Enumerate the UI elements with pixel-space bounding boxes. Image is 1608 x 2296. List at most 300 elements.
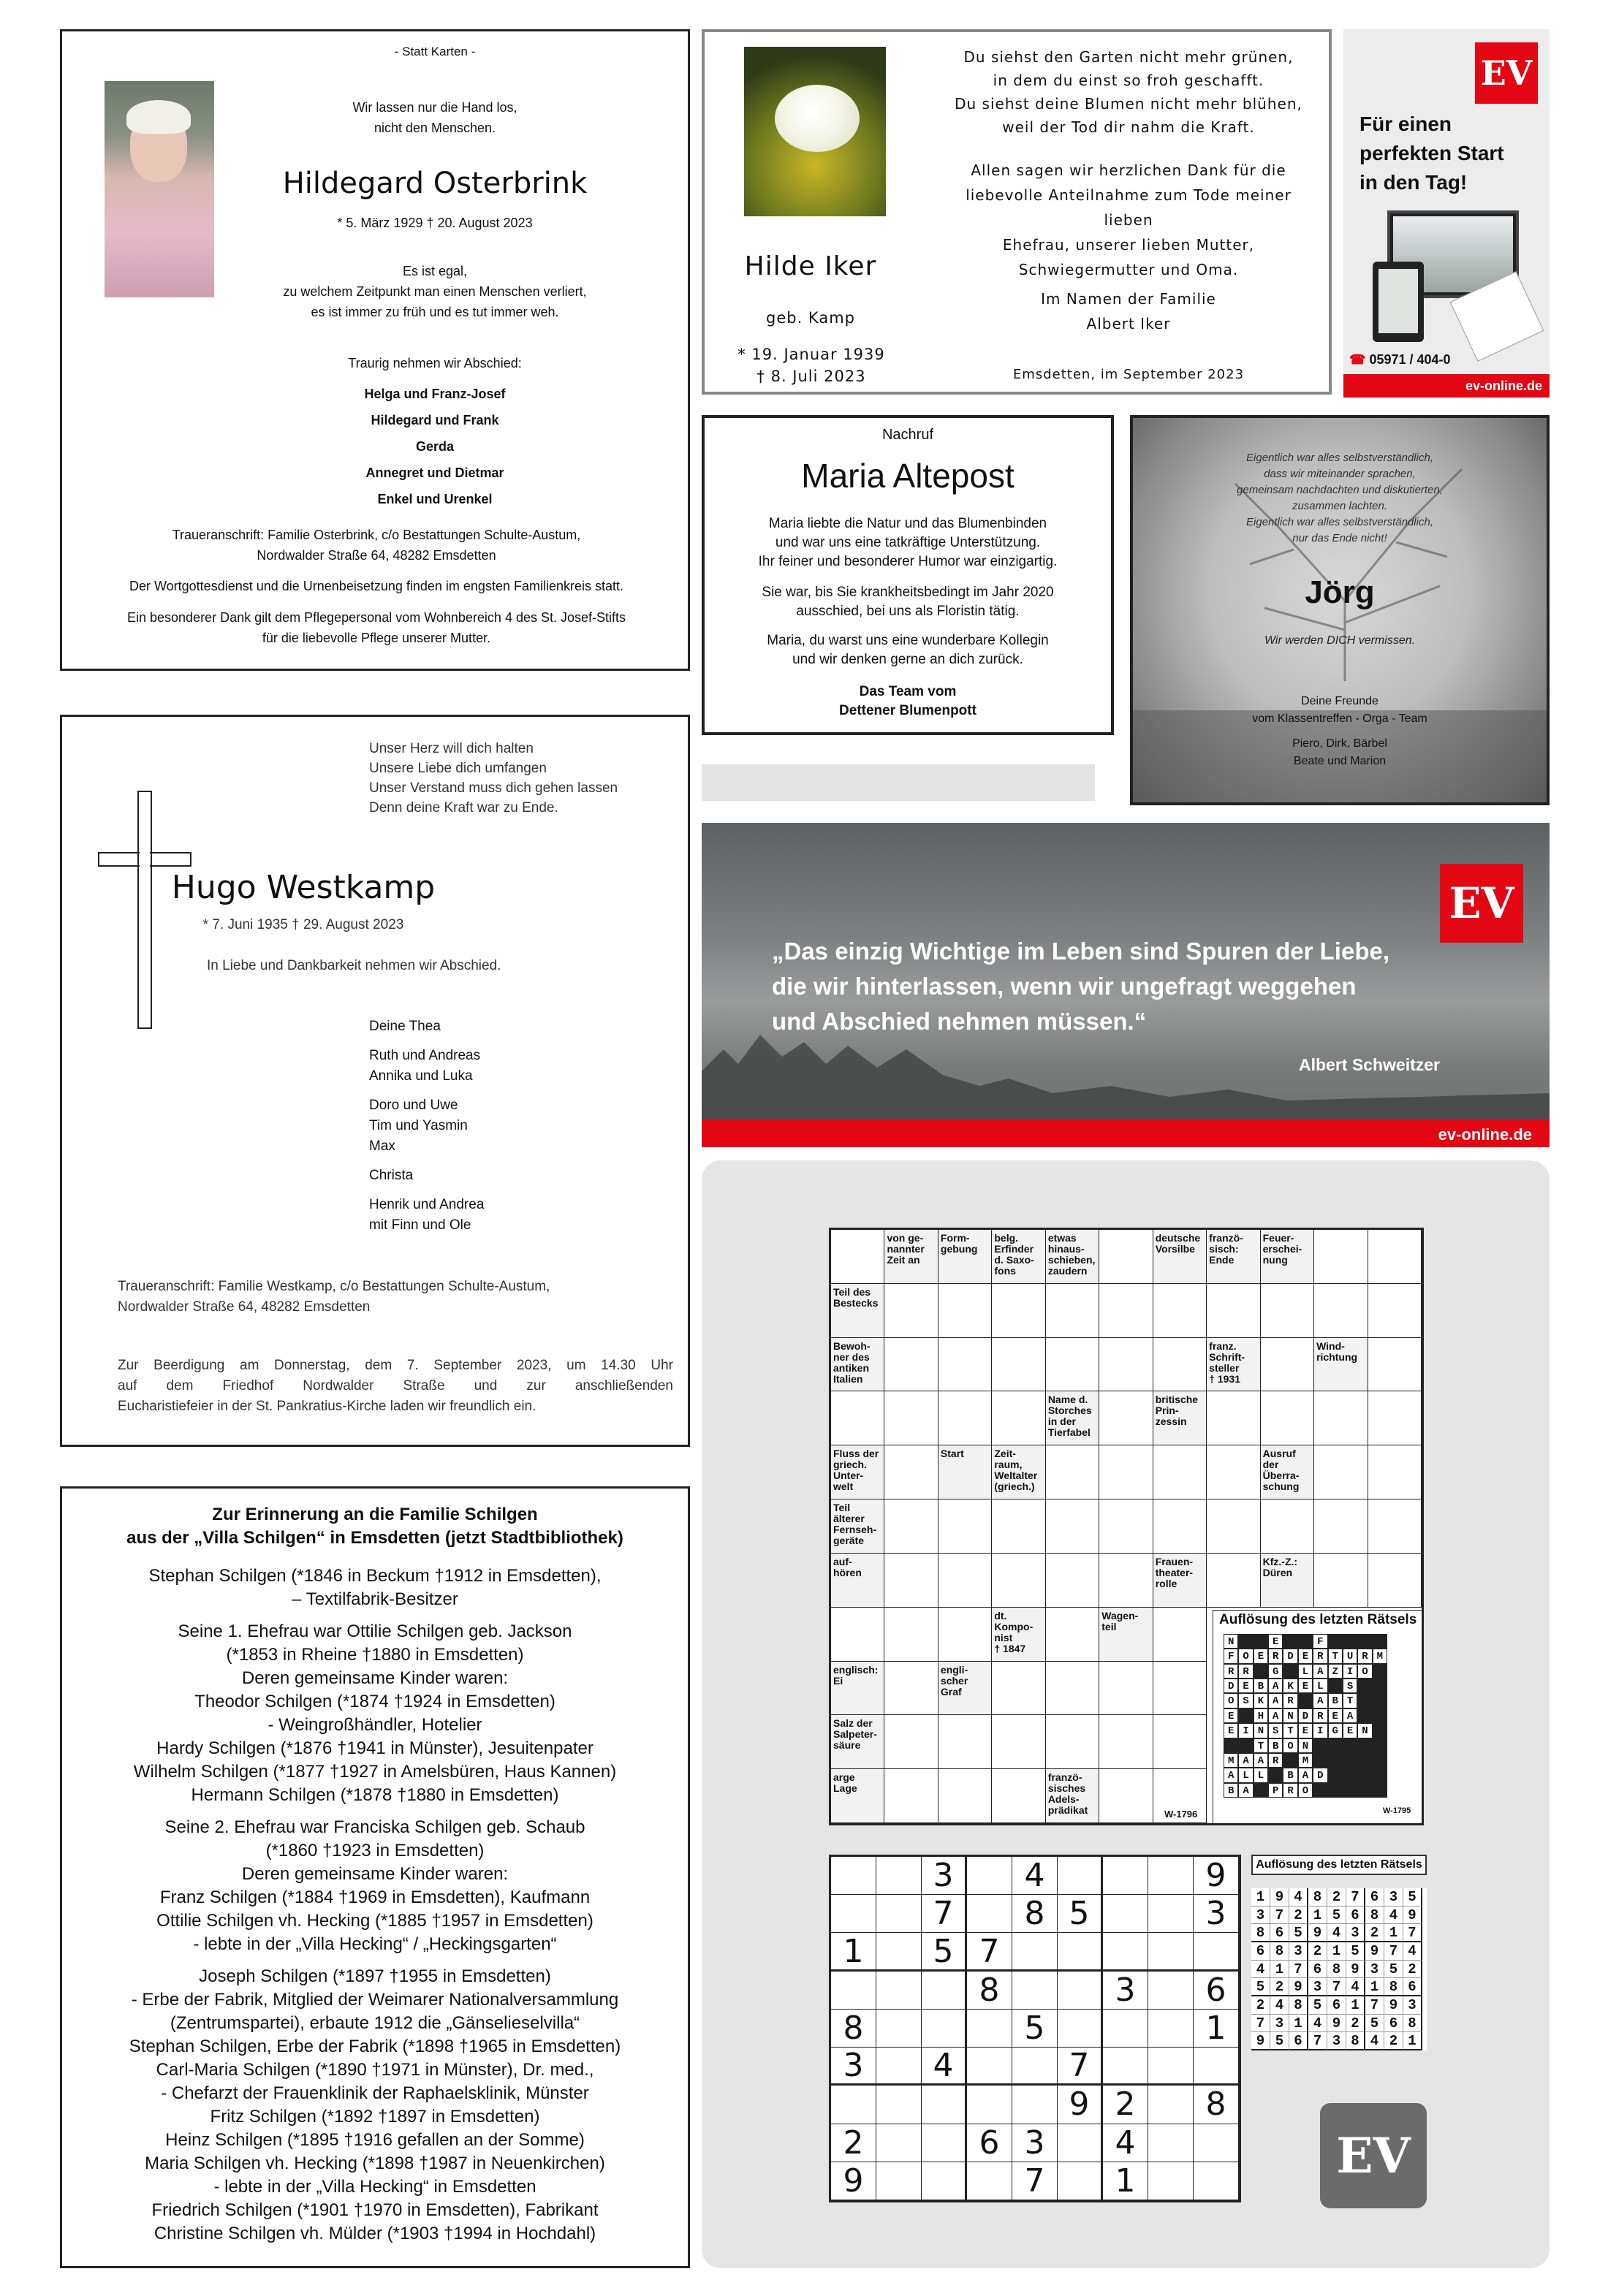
sudoku-grid[interactable] (831, 1857, 1239, 2200)
sudoku-cell[interactable] (1194, 1933, 1239, 1971)
answer-cell[interactable] (938, 1608, 992, 1662)
sudoku-cell[interactable] (1058, 1933, 1103, 1971)
ad-headline (1359, 110, 1542, 197)
solution-cell: 2 (1270, 1978, 1289, 1996)
sudoku-cell[interactable] (1148, 2010, 1194, 2048)
sudoku-cell: 7 (922, 1895, 967, 1933)
solution-cell: 8 (1346, 2032, 1365, 2050)
sudoku-cell[interactable] (1012, 2048, 1058, 2086)
solution-cell: 5 (1251, 1978, 1270, 1996)
solution-cell: R (1357, 1649, 1372, 1663)
clue-cell: britische Prin- zessin (1153, 1391, 1207, 1445)
sudoku-cell[interactable] (922, 2124, 967, 2162)
solution-cell (1357, 1708, 1372, 1723)
answer-cell[interactable] (1314, 1499, 1368, 1554)
answer-cell[interactable] (1207, 1445, 1260, 1499)
clue-cell: Form- gebung (938, 1230, 992, 1284)
solution-cell: S (1268, 1723, 1283, 1738)
answer-cell[interactable] (1314, 1284, 1368, 1338)
sudoku-cell[interactable] (1103, 2048, 1148, 2086)
answer-cell[interactable] (1153, 1499, 1207, 1554)
solution-cell: 9 (1327, 2015, 1346, 2033)
poem (369, 739, 676, 818)
answer-cell[interactable] (938, 1284, 992, 1338)
history-line: Heinz Schilgen (*1895 †1916 gefallen an der Somme) (165, 2130, 585, 2150)
answer-cell[interactable] (938, 1391, 992, 1445)
solution-cell: L (1254, 1768, 1268, 1782)
answer-cell[interactable] (992, 1769, 1045, 1823)
answer-cell[interactable] (884, 1284, 938, 1338)
answer-cell[interactable] (1207, 1284, 1260, 1338)
solution-cell: 4 (1384, 1907, 1403, 1925)
poem-line: Du siehst deine Blumen nicht mehr blühen, (955, 95, 1302, 113)
solution-cell (1298, 1693, 1313, 1708)
solution-cell (1328, 1679, 1343, 1693)
deceased-name: Hugo Westkamp (171, 869, 436, 906)
sudoku-cell[interactable] (1058, 1972, 1103, 2010)
sudoku-cell[interactable] (922, 1972, 967, 2010)
sudoku-cell[interactable] (1148, 1857, 1194, 1895)
solution-cell (1343, 1634, 1357, 1649)
sudoku-cell[interactable] (876, 2086, 922, 2124)
sudoku-cell: 9 (1194, 1857, 1239, 1895)
solution-cell: T (1254, 1738, 1268, 1753)
answer-cell[interactable] (1153, 1284, 1207, 1338)
answer-cell[interactable] (1314, 1230, 1368, 1284)
solution-cell: 2 (1251, 1996, 1270, 2015)
solution-cell (1328, 1738, 1343, 1753)
ad-url-bar[interactable]: ev-online.de (702, 1120, 1550, 1147)
solution-cell: 3 (1327, 2032, 1346, 2050)
clue-cell: arge Lage (831, 1769, 884, 1823)
answer-cell[interactable] (1046, 1662, 1099, 1716)
history-line: Joseph Schilgen (*1897 †1955 in Emsdetten) (199, 1966, 551, 1986)
sudoku-cell: 8 (1012, 1895, 1058, 1933)
history-block (62, 1816, 688, 1956)
funeral-line: auf dem Friedhof Nordwalder Straße und zur anschließenden (118, 1378, 673, 1394)
ev-quote-ad[interactable] (702, 823, 1550, 1147)
clue-cell: von ge- nannter Zeit an (884, 1230, 938, 1284)
answer-cell[interactable] (992, 1391, 1045, 1445)
history-line: Seine 2. Ehefrau war Franciska Schilgen geb. Schaub (164, 1817, 585, 1837)
sudoku-cell[interactable] (1103, 1933, 1148, 1971)
rose-photo (744, 47, 886, 216)
sudoku-cell[interactable] (1058, 2124, 1103, 2162)
sudoku-cell: 9 (831, 2162, 876, 2200)
sudoku-cell[interactable] (922, 2162, 967, 2200)
clue-cell: englisch: Ei (831, 1662, 884, 1716)
solution-cell: T (1328, 1649, 1343, 1663)
history-line: Hardy Schilgen (*1876 †1941 in Münster), Jesuitenpater (156, 1738, 593, 1758)
sudoku-cell[interactable] (967, 2010, 1012, 2048)
answer-cell[interactable] (1368, 1338, 1422, 1392)
sudoku-cell[interactable] (876, 2048, 922, 2086)
thanks-line: liebevolle Anteilnahme zum Tode meiner lieben (966, 186, 1292, 229)
answer-cell[interactable] (831, 1608, 884, 1662)
solution-cell: 4 (1289, 1888, 1308, 1907)
family-member: Annika und Luka (369, 1068, 473, 1084)
solution-cell (1373, 1664, 1387, 1679)
solution-cell: 5 (1289, 1924, 1308, 1942)
solution-cell: L (1238, 1768, 1253, 1782)
sudoku-cell[interactable] (1058, 2010, 1103, 2048)
sudoku-cell: 2 (1103, 2086, 1148, 2124)
answer-cell[interactable] (1368, 1284, 1422, 1338)
sudoku-cell[interactable] (1148, 1895, 1194, 1933)
quote-line: „Das einzig Wichtige im Leben sind Spuren der Liebe, (772, 938, 1390, 965)
sudoku-cell[interactable] (1012, 1972, 1058, 2010)
solution-cell: 1 (1365, 1978, 1384, 1996)
sudoku-cell[interactable] (876, 1933, 922, 1971)
solution-cell: 9 (1346, 1961, 1365, 1979)
solution-cell: 3 (1346, 1924, 1365, 1942)
sudoku-cell[interactable] (876, 1972, 922, 2010)
solution-cell: 2 (1308, 1942, 1327, 1961)
funeral-line: Eucharistiefeier in der St. Pankratius-Kirche laden wir freundlich ein. (118, 1399, 536, 1414)
miss-line: Wir werden DICH vermissen. (1264, 634, 1416, 647)
answer-cell[interactable] (831, 1230, 884, 1284)
answer-cell[interactable] (1207, 1554, 1260, 1608)
solution-cell (1357, 1768, 1372, 1782)
answer-cell[interactable] (938, 1715, 992, 1769)
family-list (281, 381, 588, 512)
sudoku[interactable] (829, 1855, 1241, 2202)
text-line: Maria liebte die Natur und das Blumenbinden (768, 516, 1047, 531)
answer-cell[interactable] (884, 1338, 938, 1392)
solution-cell: M (1373, 1649, 1387, 1663)
answer-cell[interactable] (1099, 1499, 1153, 1554)
portrait-photo (105, 81, 214, 297)
answer-cell[interactable] (938, 1554, 992, 1608)
history-line: Deren gemeinsame Kinder waren: (241, 1668, 509, 1688)
history-text (62, 1565, 688, 2246)
answer-cell[interactable] (938, 1499, 992, 1554)
answer-cell[interactable] (1153, 1338, 1207, 1392)
sudoku-cell[interactable] (967, 2048, 1012, 2086)
answer-cell[interactable] (1368, 1230, 1422, 1284)
solution-cell: 9 (1289, 1978, 1308, 1996)
solution-cell: 5 (1270, 2032, 1289, 2050)
title-line: aus der „Villa Schilgen“ in Emsdetten (jetzt Stadtbibliothek) (126, 1528, 623, 1548)
sudoku-cell[interactable] (1194, 2162, 1239, 2200)
solution-cell: 4 (1308, 2015, 1327, 2033)
sudoku-cell[interactable] (1148, 2162, 1194, 2200)
solution-cell: 4 (1365, 2032, 1384, 2050)
solution-cell: 8 (1365, 1907, 1384, 1925)
poem-line: in dem du einst so froh geschafft. (993, 72, 1264, 89)
solution-cell: 9 (1384, 1996, 1403, 2015)
family-group (369, 1095, 661, 1157)
answer-cell[interactable] (1207, 1391, 1260, 1445)
solution-cell (1238, 1634, 1253, 1649)
ev-ad-start[interactable] (1343, 29, 1550, 398)
sudoku-cell[interactable] (831, 1857, 876, 1895)
quote-line: Es ist egal, (402, 264, 468, 278)
solution-cell: T (1283, 1723, 1297, 1738)
solution-cell: 5 (1365, 2015, 1384, 2033)
solution-cell: 4 (1251, 1961, 1270, 1979)
sudoku-cell[interactable] (1194, 2048, 1239, 2086)
phone-text: 05971 / 404-0 (1369, 352, 1451, 367)
sudoku-cell[interactable] (876, 1895, 922, 1933)
answer-cell[interactable] (1368, 1554, 1422, 1608)
answer-cell[interactable] (1046, 1338, 1099, 1392)
solution-cell: S (1238, 1693, 1253, 1708)
family-member: Annegret und Dietmar (365, 465, 504, 480)
answer-cell[interactable] (1368, 1499, 1422, 1554)
answer-cell[interactable] (1046, 1554, 1099, 1608)
sudoku-cell[interactable] (1148, 2124, 1194, 2162)
solution-cell: R (1313, 1649, 1327, 1663)
solution-cell: 5 (1327, 1907, 1346, 1925)
answer-cell[interactable] (1261, 1499, 1314, 1554)
family-member: mit Finn und Ole (369, 1217, 471, 1233)
answer-cell[interactable] (831, 1391, 884, 1445)
solution-cell: 4 (1346, 1978, 1365, 1996)
answer-cell[interactable] (1046, 1284, 1099, 1338)
solution-cell: O (1283, 1738, 1297, 1753)
solution-cell (1343, 1753, 1357, 1768)
sudoku-cell[interactable] (876, 2124, 922, 2162)
quote-line: und Abschied nehmen müssen.“ (772, 1008, 1147, 1035)
answer-cell[interactable] (1153, 1608, 1207, 1662)
title (62, 1503, 688, 1550)
family-list (369, 1016, 661, 1236)
solution-cell: F (1313, 1634, 1327, 1649)
answer-cell[interactable] (884, 1499, 938, 1554)
solution-cell: 8 (1403, 2015, 1422, 2033)
text-line: Ihr feiner und besonderer Humor war einzigartig. (758, 554, 1058, 569)
header-label: Nachruf (881, 427, 934, 443)
answer-cell[interactable] (1099, 1230, 1153, 1284)
solution-cell: N (1298, 1738, 1313, 1753)
solution-cell: T (1343, 1693, 1357, 1708)
answer-cell[interactable] (1099, 1554, 1153, 1608)
answer-cell[interactable] (992, 1662, 1045, 1716)
quote-2 (245, 261, 625, 322)
sudoku-cell[interactable] (1194, 2124, 1239, 2162)
sudoku-cell[interactable] (1148, 2086, 1194, 2124)
answer-cell[interactable] (938, 1338, 992, 1392)
death-date: † 8. Juli 2023 (756, 368, 866, 385)
solution-cell: 5 (1308, 1996, 1327, 2015)
solution-cell: 8 (1289, 1996, 1308, 2015)
clue-cell: Ausruf der Überra- schung (1261, 1445, 1314, 1499)
answer-cell[interactable] (1046, 1445, 1099, 1499)
answer-cell[interactable] (1099, 1391, 1153, 1445)
answer-cell[interactable] (1314, 1445, 1368, 1499)
solution-cell: 1 (1403, 2032, 1422, 2050)
sudoku-cell: 3 (831, 2048, 876, 2086)
obituary-westkamp (60, 715, 690, 1447)
solution-cell: N (1357, 1723, 1372, 1738)
sudoku-cell[interactable] (1148, 1972, 1194, 2010)
solution-cell: A (1298, 1768, 1313, 1782)
solution-cell (1373, 1723, 1387, 1738)
answer-cell[interactable] (992, 1338, 1045, 1392)
solution-cell: G (1328, 1723, 1343, 1738)
ad-url-bar[interactable]: ev-online.de (1343, 374, 1550, 398)
answer-cell[interactable] (1153, 1715, 1207, 1769)
sudoku-cell: 3 (1012, 2124, 1058, 2162)
sudoku-cell: 4 (1012, 1857, 1058, 1895)
answer-cell[interactable] (1099, 1284, 1153, 1338)
solution-cell: 1 (1270, 1961, 1289, 1979)
sudoku-cell[interactable] (967, 2086, 1012, 2124)
answer-cell[interactable] (1261, 1338, 1314, 1392)
answer-cell[interactable] (992, 1715, 1045, 1769)
solution-cell: L (1313, 1679, 1327, 1693)
text-line: ausschied, bei uns als Floristin tätig. (796, 604, 1020, 619)
solution-cell: A (1224, 1768, 1238, 1782)
crossword[interactable] (829, 1228, 1424, 1825)
sudoku-cell[interactable] (1148, 2048, 1194, 2086)
answer-cell[interactable] (992, 1554, 1045, 1608)
solution-cell: U (1343, 1649, 1357, 1663)
family-member: Henrik und Andrea (369, 1197, 485, 1212)
sudoku-cell[interactable] (1148, 1933, 1194, 1971)
answer-cell[interactable] (1368, 1445, 1422, 1499)
answer-cell[interactable] (1046, 1715, 1099, 1769)
sudoku-cell: 4 (922, 2048, 967, 2086)
solution-cell: D (1224, 1679, 1238, 1693)
history-line: (Zentrumspartei), erbaute 1912 die „Gänselieselvilla“ (170, 2013, 580, 2033)
solution-cell (1283, 1664, 1297, 1679)
sudoku-cell: 1 (1194, 2010, 1239, 2048)
solution-cell: 6 (1403, 1978, 1422, 1996)
sudoku-cell[interactable] (1103, 1857, 1148, 1895)
history-line: Christine Schilgen vh. Mülder (*1903 †1994 in Hochdahl) (153, 2224, 596, 2243)
solution-cell (1254, 1664, 1268, 1679)
sudoku-cell[interactable] (1103, 1895, 1148, 1933)
solution-cell (1343, 1783, 1357, 1798)
answer-cell[interactable] (992, 1499, 1045, 1554)
address (77, 525, 676, 566)
sudoku-cell[interactable] (831, 1895, 876, 1933)
solution-cell: O (1298, 1783, 1313, 1798)
solution-grid (1224, 1634, 1387, 1798)
sudoku-cell: 5 (922, 1933, 967, 1971)
sudoku-cell[interactable] (1058, 2162, 1103, 2200)
clue-cell: Start (938, 1445, 992, 1499)
quote-line: zu welchem Zeitpunkt man einen Menschen verliert, (283, 284, 587, 299)
answer-cell[interactable] (1099, 1662, 1153, 1716)
answer-cell[interactable] (1314, 1554, 1368, 1608)
clue-cell: franzö- sisch: Ende (1207, 1230, 1260, 1284)
answer-cell[interactable] (1314, 1391, 1368, 1445)
sudoku-cell[interactable] (876, 2162, 922, 2200)
obituary-joerg (1130, 415, 1550, 805)
sudoku-cell[interactable] (922, 2086, 967, 2124)
thanks-line: für die liebevolle Pflege unserer Mutter. (262, 631, 491, 645)
sudoku-cell: 6 (1194, 1972, 1239, 2010)
life-dates: * 7. Juni 1935 † 29. August 2023 (202, 917, 404, 932)
answer-cell[interactable] (884, 1662, 938, 1716)
solution-cell: 3 (1308, 1978, 1327, 1996)
answer-cell[interactable] (1099, 1769, 1153, 1823)
sudoku-cell[interactable] (967, 1857, 1012, 1895)
solution-cell: E (1238, 1679, 1253, 1693)
answer-cell[interactable] (884, 1445, 938, 1499)
solution-cell: I (1343, 1664, 1357, 1679)
history-line: Carl-Maria Schilgen (*1890 †1971 in Münster), Dr. med., (156, 2060, 594, 2080)
quote (1148, 450, 1532, 547)
sudoku-cell[interactable] (967, 1895, 1012, 1933)
solution-cell: B (1254, 1679, 1268, 1693)
sudoku-cell[interactable] (1103, 2010, 1148, 2048)
sudoku-cell[interactable] (1012, 1933, 1058, 1971)
answer-cell[interactable] (1261, 1284, 1314, 1338)
deceased-name: Hilde Iker (744, 251, 877, 281)
solution-cell: 7 (1270, 1907, 1289, 1925)
answer-cell[interactable] (1368, 1391, 1422, 1445)
sudoku-cell[interactable] (876, 1857, 922, 1895)
solution-cell: 2 (1365, 1924, 1384, 1942)
clue-cell: Salz der Salpeter- säure (831, 1715, 884, 1769)
answer-cell[interactable] (884, 1715, 938, 1769)
sudoku-cell[interactable] (831, 1972, 876, 2010)
solution-cell: E (1298, 1679, 1313, 1693)
address-line: Nordwalder Straße 64, 48282 Emsdetten (257, 548, 496, 563)
answer-cell[interactable] (1099, 1715, 1153, 1769)
answer-cell[interactable] (1153, 1662, 1207, 1716)
answer-cell[interactable] (884, 1608, 938, 1662)
family-member: Helga und Franz-Josef (364, 387, 506, 401)
solution-cell: 2 (1403, 1961, 1422, 1979)
answer-cell[interactable] (884, 1769, 938, 1823)
sudoku-cell[interactable] (922, 2010, 967, 2048)
solution-cell: D (1283, 1649, 1297, 1663)
answer-cell[interactable] (1046, 1608, 1099, 1662)
sudoku-cell[interactable] (1012, 2086, 1058, 2124)
sudoku-cell: 3 (922, 1857, 967, 1895)
sudoku-cell[interactable] (876, 2010, 922, 2048)
gray-strip (702, 764, 1095, 801)
answer-cell[interactable] (938, 1769, 992, 1823)
solution-cell: A (1238, 1783, 1253, 1798)
solution-cell: 6 (1327, 1996, 1346, 2015)
solution-cell: 6 (1365, 1888, 1384, 1907)
sudoku-cell[interactable] (1058, 1857, 1103, 1895)
answer-cell[interactable] (1099, 1445, 1153, 1499)
answer-cell[interactable] (1261, 1391, 1314, 1445)
answer-cell[interactable] (884, 1391, 938, 1445)
deceased-name: Maria Altepost (801, 457, 1015, 495)
sudoku-cell: 1 (1103, 2162, 1148, 2200)
history-line: - Weingroßhändler, Hotelier (268, 1715, 482, 1735)
solution-title: Auflösung des letzten Rätsels (1219, 1612, 1417, 1627)
sudoku-cell[interactable] (831, 2086, 876, 2124)
answer-cell[interactable] (1153, 1445, 1207, 1499)
answer-cell[interactable] (1207, 1499, 1260, 1554)
intro: In Liebe und Dankbarkeit nehmen wir Abschied. (207, 958, 501, 973)
answer-cell[interactable] (992, 1284, 1045, 1338)
text-line: Sie war, bis Sie krankheitsbedingt im Jahr 2020 (762, 585, 1054, 600)
history-line: Wilhelm Schilgen (*1877 †1927 in Amelsbüren, Haus Kannen) (133, 1762, 617, 1782)
solution-cell: L (1298, 1664, 1313, 1679)
clue-cell: Name d. Storches in der Tierfabel (1046, 1391, 1099, 1445)
solution-cell: N (1224, 1634, 1238, 1649)
solution-cell: 1 (1289, 2015, 1308, 2033)
answer-cell[interactable] (1099, 1338, 1153, 1392)
sudoku-cell[interactable] (967, 2162, 1012, 2200)
answer-cell[interactable] (1046, 1499, 1099, 1554)
answer-cell[interactable] (884, 1554, 938, 1608)
quote-author: Albert Schweitzer (1299, 1055, 1440, 1074)
solution-cell: R (1224, 1664, 1238, 1679)
history-block (62, 1965, 688, 2246)
solution-cell: 1 (1384, 1924, 1403, 1942)
